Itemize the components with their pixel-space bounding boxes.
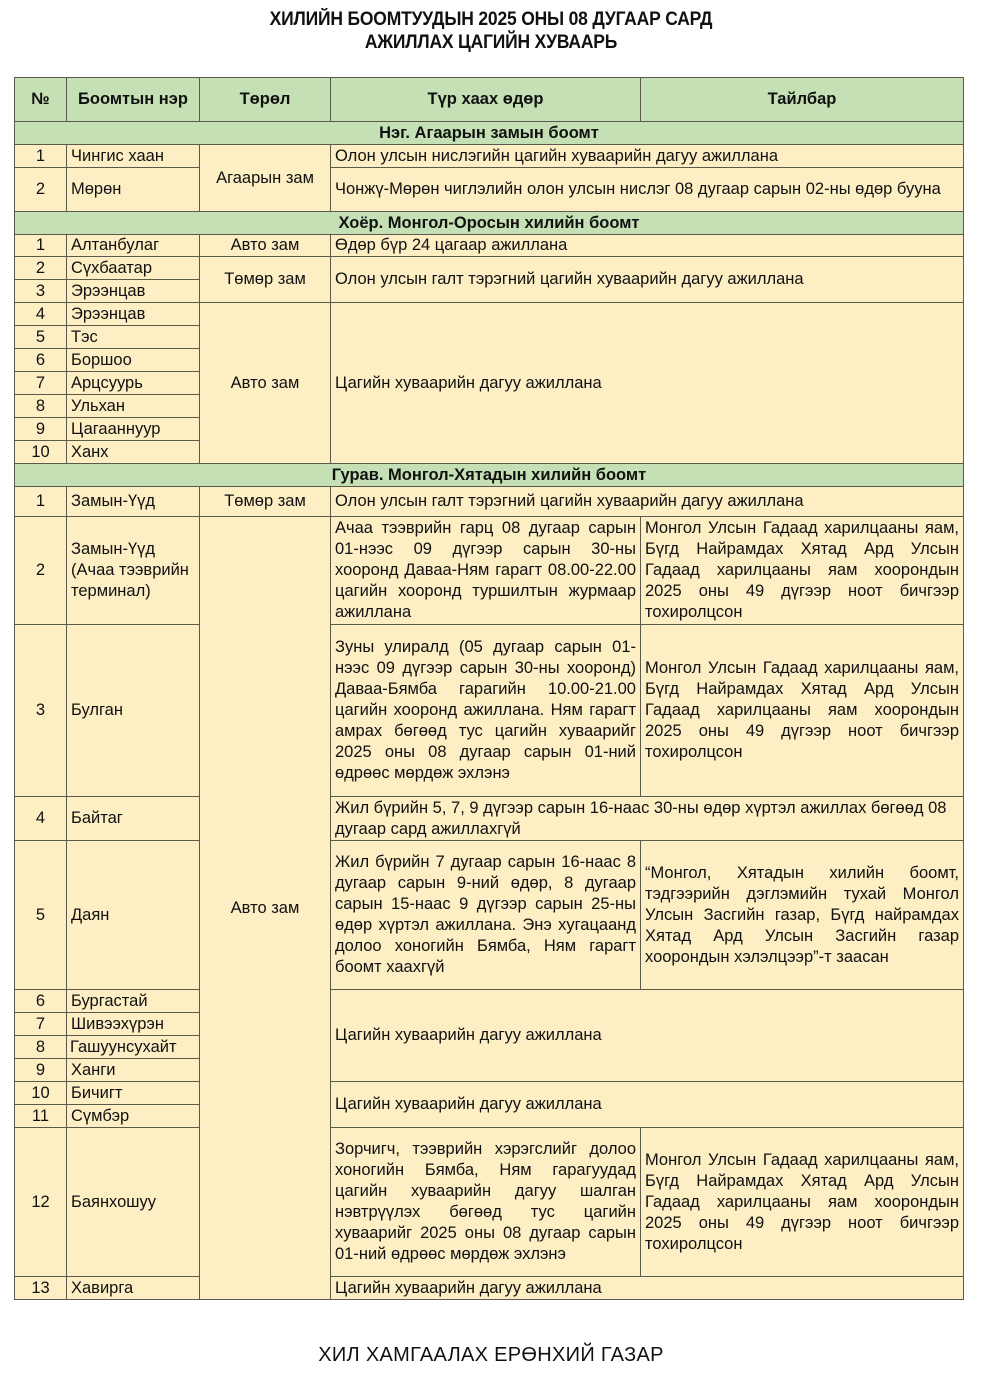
table-row	[15, 235, 964, 257]
row-num: 9	[15, 418, 67, 441]
row-name: Байтаг	[67, 797, 200, 841]
row-num: 4	[15, 303, 67, 326]
row-name: Баянхошуу	[67, 1128, 200, 1277]
row-close: Олон улсын галт тэрэгний цагийн хуваарийн дагуу ажиллана	[331, 257, 964, 303]
row-num: 4	[15, 797, 67, 841]
table-row	[15, 145, 964, 168]
row-note: Монгол Улсын Гадаад харилцааны яам, Бүгд Найрамдах Хятад Ард Улсын Гадаад харилцааны яам хоорондын 2025 оны 49 дүгээр ноот бичгээр тохиролцсон	[641, 517, 964, 625]
row-note: Монгол Улсын Гадаад харилцааны яам, Бүгд Найрамдах Хятад Ард Улсын Гадаад харилцааны яам хоорондын 2025 оны 49 дүгээр ноот бичгээр тохиролцсон	[641, 1128, 964, 1277]
row-name: Замын-Үүд	[67, 487, 200, 517]
row-name: Арцсуурь	[67, 372, 200, 395]
title-line-1: ХИЛИЙН БООМТУУДЫН 2025 ОНЫ 08 ДУГААР САРД	[269, 9, 713, 30]
row-num: 6	[15, 349, 67, 372]
row-type: Авто зам	[200, 235, 331, 257]
row-num: 5	[15, 326, 67, 349]
row-close: Цагийн хуваарийн дагуу ажиллана	[331, 990, 964, 1082]
row-type: Төмөр зам	[200, 257, 331, 303]
row-num: 10	[15, 1082, 67, 1105]
row-name: Алтанбулаг	[67, 235, 200, 257]
row-close: Жил бүрийн 5, 7, 9 дүгээр сарын 16-наас 30-ны өдөр хүртэл ажиллах бөгөөд 08 дугаар сард ажиллахгүй	[331, 797, 964, 841]
row-num: 6	[15, 990, 67, 1013]
section-row	[15, 212, 964, 235]
row-close: Олон улсын нислэгийн цагийн хуваарийн дагуу ажиллана	[331, 145, 964, 168]
section-title: Гурав. Монгол-Хятадын хилийн боомт	[15, 464, 964, 487]
table-row	[15, 1128, 964, 1277]
row-close: Ачаа тээврийн гарц 08 дугаар сарын 01-нээс 09 дүгээр сарын 30-ны хооронд Даваа-Ням гарагт 08.00-22.00 цагийн хооронд туршилтын журмаар ажиллана	[331, 517, 641, 625]
section-row	[15, 464, 964, 487]
row-type: Авто зам	[200, 517, 331, 1300]
table-row	[15, 257, 964, 280]
row-name: Бичигт	[67, 1082, 200, 1105]
row-name: Эрээнцав	[67, 280, 200, 303]
row-name: Ульхан	[67, 395, 200, 418]
header-num: №	[15, 78, 67, 122]
row-name: Мөрөн	[67, 168, 200, 212]
row-num: 2	[15, 168, 67, 212]
row-name: Гашуунсухайт	[67, 1036, 200, 1059]
row-name: Ханги	[67, 1059, 200, 1082]
row-note: Монгол Улсын Гадаад харилцааны яам, Бүгд Найрамдах Хятад Ард Улсын Гадаад харилцааны яам хоорондын 2025 оны 49 дүгээр ноот бичгээр тохиролцсон	[641, 625, 964, 797]
table-row	[15, 990, 964, 1013]
row-close: Цагийн хуваарийн дагуу ажиллана	[331, 1082, 964, 1128]
row-num: 12	[15, 1128, 67, 1277]
row-num: 2	[15, 257, 67, 280]
table-row	[15, 625, 964, 797]
header-name: Боомтын нэр	[67, 78, 200, 122]
title-line-2: АЖИЛЛАХ ЦАГИЙН ХУВААРЬ	[364, 32, 618, 53]
row-num: 9	[15, 1059, 67, 1082]
row-num: 2	[15, 517, 67, 625]
row-type: Авто зам	[200, 303, 331, 464]
row-name: Замын-Үүд (Ачаа тээврийн терминал)	[67, 517, 200, 625]
row-name: Эрээнцав	[67, 303, 200, 326]
row-name: Ханх	[67, 441, 200, 464]
row-close: Чонжү-Мөрөн чиглэлийн олон улсын нислэг 08 дугаар сарын 02-ны өдөр бууна	[331, 168, 964, 212]
table-row	[15, 1277, 964, 1300]
section-title: Хоёр. Монгол-Оросын хилийн боомт	[15, 212, 964, 235]
row-name: Чингис хаан	[67, 145, 200, 168]
row-num: 3	[15, 625, 67, 797]
row-num: 1	[15, 235, 67, 257]
section-row	[15, 122, 964, 145]
row-num: 11	[15, 1105, 67, 1128]
row-close: Зорчигч, тээврийн хэрэгслийг долоо хоногийн Бямба, Ням гарагуудад цагийн хуваарийн дагуу шалган нэвтрүүлэх бөгөөд тус цагийн хуваарийг 2025 оны 08 дугаар сарын 01-ний өдрөөс мөрдөж эхлэнэ	[331, 1128, 641, 1277]
row-close: Өдөр бүр 24 цагаар ажиллана	[331, 235, 964, 257]
table-header-row	[15, 78, 964, 122]
row-name: Шивээхүрэн	[67, 1013, 200, 1036]
row-num: 13	[15, 1277, 67, 1300]
row-name: Бургастай	[67, 990, 200, 1013]
row-name: Хавирга	[67, 1277, 200, 1300]
row-num: 7	[15, 1013, 67, 1036]
row-close: Зуны улиралд (05 дугаар сарын 01-нээс 09 дүгээр сарын 30-ны хооронд) Даваа-Бямба гарагийн 10.00-21.00 цагийн хооронд ажиллана. Ням гарагт амрах бөгөөд тус цагийн хуваарийг 2025 оны 08 дугаар сарын 01-ний өдрөөс мөрдөж эхлэнэ	[331, 625, 641, 797]
table-row	[15, 1082, 964, 1105]
table-row	[15, 517, 964, 625]
row-close: Олон улсын галт тэрэгний цагийн хуваарийн дагуу ажиллана	[331, 487, 964, 517]
row-name: Булган	[67, 625, 200, 797]
header-close-date: Түр хаах өдөр	[331, 78, 641, 122]
table-row	[15, 303, 964, 326]
table-row	[15, 841, 964, 990]
row-name: Сүхбаатар	[67, 257, 200, 280]
header-type: Төрөл	[200, 78, 331, 122]
row-num: 7	[15, 372, 67, 395]
row-num: 1	[15, 487, 67, 517]
row-num: 8	[15, 395, 67, 418]
row-close: Жил бүрийн 7 дугаар сарын 16-наас 8 дугаар сарын 9-ний өдөр, 8 дугаар сарын 15-наас 9 дүгээр сарын 25-ны өдөр хүртэл ажиллана. Энэ хугацаанд долоо хоногийн Бямба, Ням гарагт боомт хаахгүй	[331, 841, 641, 990]
row-num: 3	[15, 280, 67, 303]
row-name: Сүмбэр	[67, 1105, 200, 1128]
row-name: Тэс	[67, 326, 200, 349]
row-close: Цагийн хуваарийн дагуу ажиллана	[331, 1277, 964, 1300]
row-name: Боршоо	[67, 349, 200, 372]
schedule-table	[14, 77, 964, 1300]
header-note: Тайлбар	[641, 78, 964, 122]
table-row	[15, 487, 964, 517]
row-num: 10	[15, 441, 67, 464]
table-row	[15, 168, 964, 212]
row-type: Агаарын зам	[200, 145, 331, 212]
row-name: Даян	[67, 841, 200, 990]
row-num: 5	[15, 841, 67, 990]
footer-organization: ХИЛ ХАМГААЛАХ ЕРӨНХИЙ ГАЗАР	[318, 1344, 664, 1366]
row-close: Цагийн хуваарийн дагуу ажиллана	[331, 303, 964, 464]
section-title: Нэг. Агаарын замын боомт	[15, 122, 964, 145]
row-num: 8	[15, 1036, 67, 1059]
row-num: 1	[15, 145, 67, 168]
row-note: “Монгол, Хятадын хилийн боомт, тэдгээрийн дэглэмийн тухай Монгол Улсын Засгийн газар, Бүгд найрамдах Хятад Ард Улсын Засгийн газар хоорондын хэлэлцээр”-т заасан	[641, 841, 964, 990]
table-row	[15, 797, 964, 841]
row-type: Төмөр зам	[200, 487, 331, 517]
document-title	[39, 8, 942, 54]
row-name: Цагааннуур	[67, 418, 200, 441]
